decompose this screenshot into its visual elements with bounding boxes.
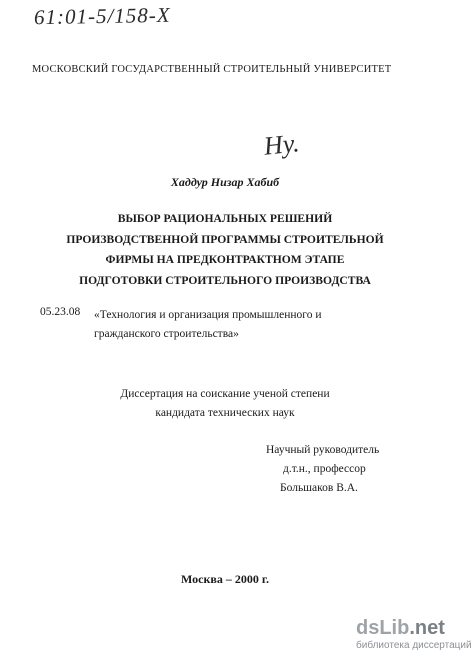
watermark-brand-main: dsLib (356, 617, 410, 639)
university-name: МОСКОВСКИЙ ГОСУДАРСТВЕННЫЙ СТРОИТЕЛЬНЫЙ УНИВЕРСИТЕТ (32, 64, 392, 75)
degree-line: кандидата технических наук (155, 407, 295, 419)
dslib-watermark (356, 617, 472, 651)
supervisor-degree: д.т.н., профессор (283, 463, 366, 475)
watermark-brand (356, 617, 472, 639)
specialty-name (94, 306, 322, 344)
degree-statement (0, 385, 450, 423)
author-name: Хаддур Низар Хабиб (170, 175, 280, 189)
handwritten-signature: Ну. (262, 128, 301, 161)
specialty-line: «Технология и организация промышленного и (94, 309, 322, 321)
supervisor-name: Большаков В.А. (280, 482, 358, 494)
title-line: ВЫБОР РАЦИОНАЛЬНЫХ РЕШЕНИЙ (117, 212, 333, 225)
title-line: ПОДГОТОВКИ СТРОИТЕЛЬНОГО ПРОИЗВОДСТВА (79, 273, 371, 287)
handwritten-catalog-code: 61:01-5/158-X (33, 2, 171, 30)
watermark-subtitle: библиотека диссертаций (356, 640, 472, 651)
title-line: ФИРМЫ НА ПРЕДКОНТРАКТНОМ ЭТАПЕ (105, 253, 345, 266)
watermark-brand-tld: .net (409, 617, 445, 639)
degree-line: Диссертация на соискание ученой степени (120, 388, 330, 400)
supervisor-label: Научный руководитель (266, 444, 380, 456)
specialty-code: 05.23.08 (40, 306, 81, 318)
title-line: ПРОИЗВОДСТВЕННОЙ ПРОГРАММЫ СТРОИТЕЛЬНОЙ (66, 232, 384, 246)
dissertation-title (0, 209, 450, 291)
supervisor-block (266, 441, 379, 498)
city-year: Москва – 2000 г. (181, 572, 269, 586)
specialty-line: гражданского строительства» (94, 328, 239, 340)
